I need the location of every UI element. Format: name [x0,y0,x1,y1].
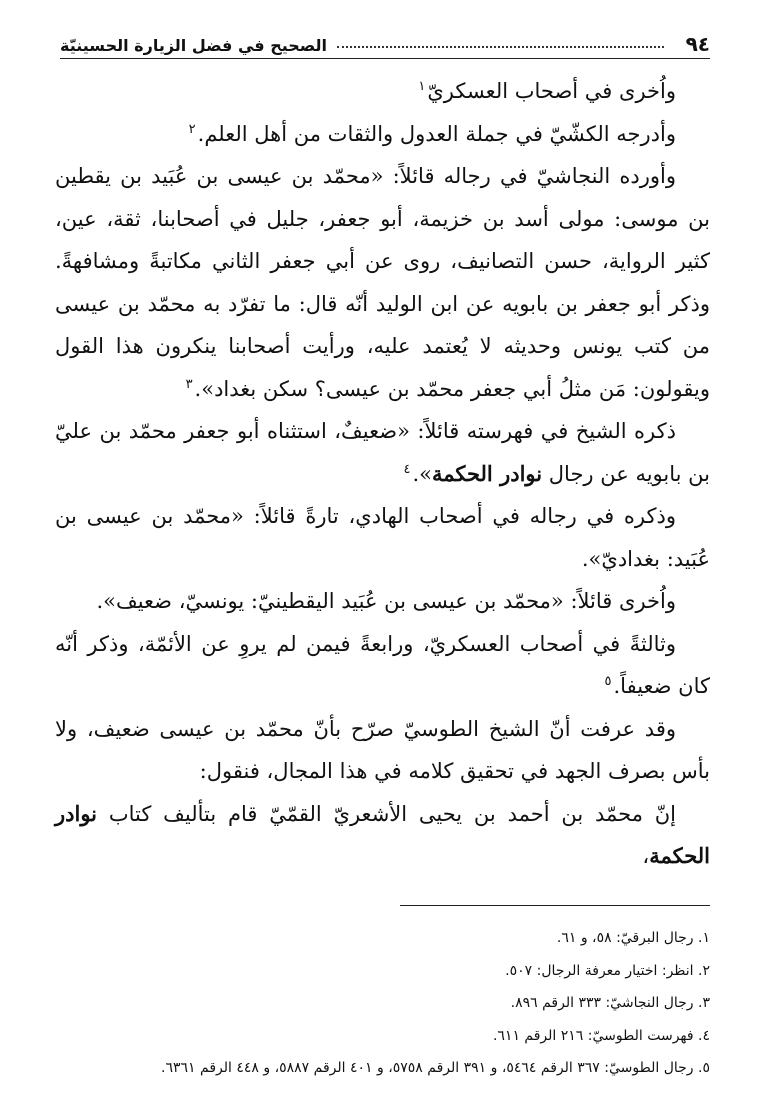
paragraph-text: وقد عرفت أنّ الشيخ الطوسيّ صرّح بأنّ محمّد بن عيسى ضعيف، ولا بأس بصرف الجهد في تحقيق كلامه في هذا المجال، فنقول: [55,716,710,783]
paragraph-6 [55,580,710,623]
footnote-ref: ٣ [185,376,193,392]
paragraph-3 [55,155,710,410]
running-header [60,30,710,59]
paragraph-text: واُخرى قائلاً: «محمّد بن عيسى بن عُبَيد اليقطينيّ: يونسيّ، ضعيف». [96,589,676,613]
paragraph-7 [55,623,710,708]
footnote-ref: ٥ [604,674,612,689]
footnote-ref: ٢ [188,121,196,137]
page-number: ٩٤ [685,32,710,56]
footnote-4: ٤. فهرست الطوسيّ: ٢١٦ الرقم ٦١١. [492,1027,710,1044]
footnote-3: ٣. رجال النجاشيّ: ٣٣٣ الرقم ٨٩٦. [510,995,710,1011]
paragraph-tail: ، [642,844,650,868]
paragraph-9 [55,793,710,878]
paragraph-2 [55,113,710,156]
footnote-5: ٥. رجال الطوسيّ: ٣٦٧ الرقم ٥٤٦٤، و ٣٩١ الرقم ٥٧٥٨، و ٤٠١ الرقم ٥٨٨٧، و ٤٤٨ الرقم ٦٣٦١. [161,1060,710,1076]
book-name: نوادر الحكمة [55,800,710,868]
footnote-1: ١. رجال البرقيّ: ٥٨، و ٦١. [556,930,710,946]
paragraph-text: وذكره في رجاله في أصحاب الهادي، تارةً قائلاً: «محمّد بن عيسى بن عُبَيد: بغداديّ». [55,504,710,571]
footnote-separator [400,905,710,906]
main-text [55,70,710,878]
footnote-2: ٢. انظر: اختيار معرفة الرجال: ٥٠٧. [505,962,710,979]
book-name: نوادر الحكمة [431,460,543,486]
paragraph-text: وثالثةً في أصحاب العسكريّ، ورابعةً فيمن لم يروِ عن الأئمّة، وذكر أنّه كان ضعيفاً. [55,631,710,698]
paragraph-4 [55,410,710,495]
paragraph-text: إنّ محمّد بن أحمد بن يحيى الأشعريّ القمّيّ قام بتأليف كتاب [108,801,676,826]
book-title: الصحيح في فضل الزيارة الحسينيّة [60,36,328,55]
paragraph-5 [55,495,710,580]
paragraph-1 [55,70,710,113]
footnotes [60,922,710,1085]
paragraph-text: واُخرى في أصحاب العسكريّ [427,79,676,103]
footnote-ref: ١ [418,79,426,94]
paragraph-text: ذكره الشيخ في فهرسته قائلاً: «ضعيفٌ، استثناه أبو جعفر محمّد بن عليّ بن بابويه عن رجال [55,419,710,486]
header-leader-dots [337,46,664,48]
paragraph-text: وأدرجه الكشّيّ في جملة العدول والثقات من أهل العلم. [197,121,676,146]
footnote-ref: ٤ [403,461,411,477]
paragraph-tail: ». [412,461,432,486]
paragraph-8 [55,708,710,793]
paragraph-text: وأورده النجاشيّ في رجاله قائلاً: «محمّد بن عيسى بن عُبَيد بن يقطين بن موسى: مولى أسد بن خزيمة، أبو جعفر، جليل في أصحابنا، ثقة، عين، كثير الرواية، حسن التصانيف، روى عن أبي جعفر الثاني مكاتبةً ومشافهةً. وذكر أبو جعفر بن بابويه عن ابن الوليد أنّه قال: ما تفرّد به محمّد بن عيسى من كتب يونس وحديثه لا يُعتمد عليه، ورأيت أصحابنا ينكرون هذا القول ويقولون: مَن مثلُ أبي جعفر محمّد بن عيسى؟ سكن بغداد». [55,164,710,401]
